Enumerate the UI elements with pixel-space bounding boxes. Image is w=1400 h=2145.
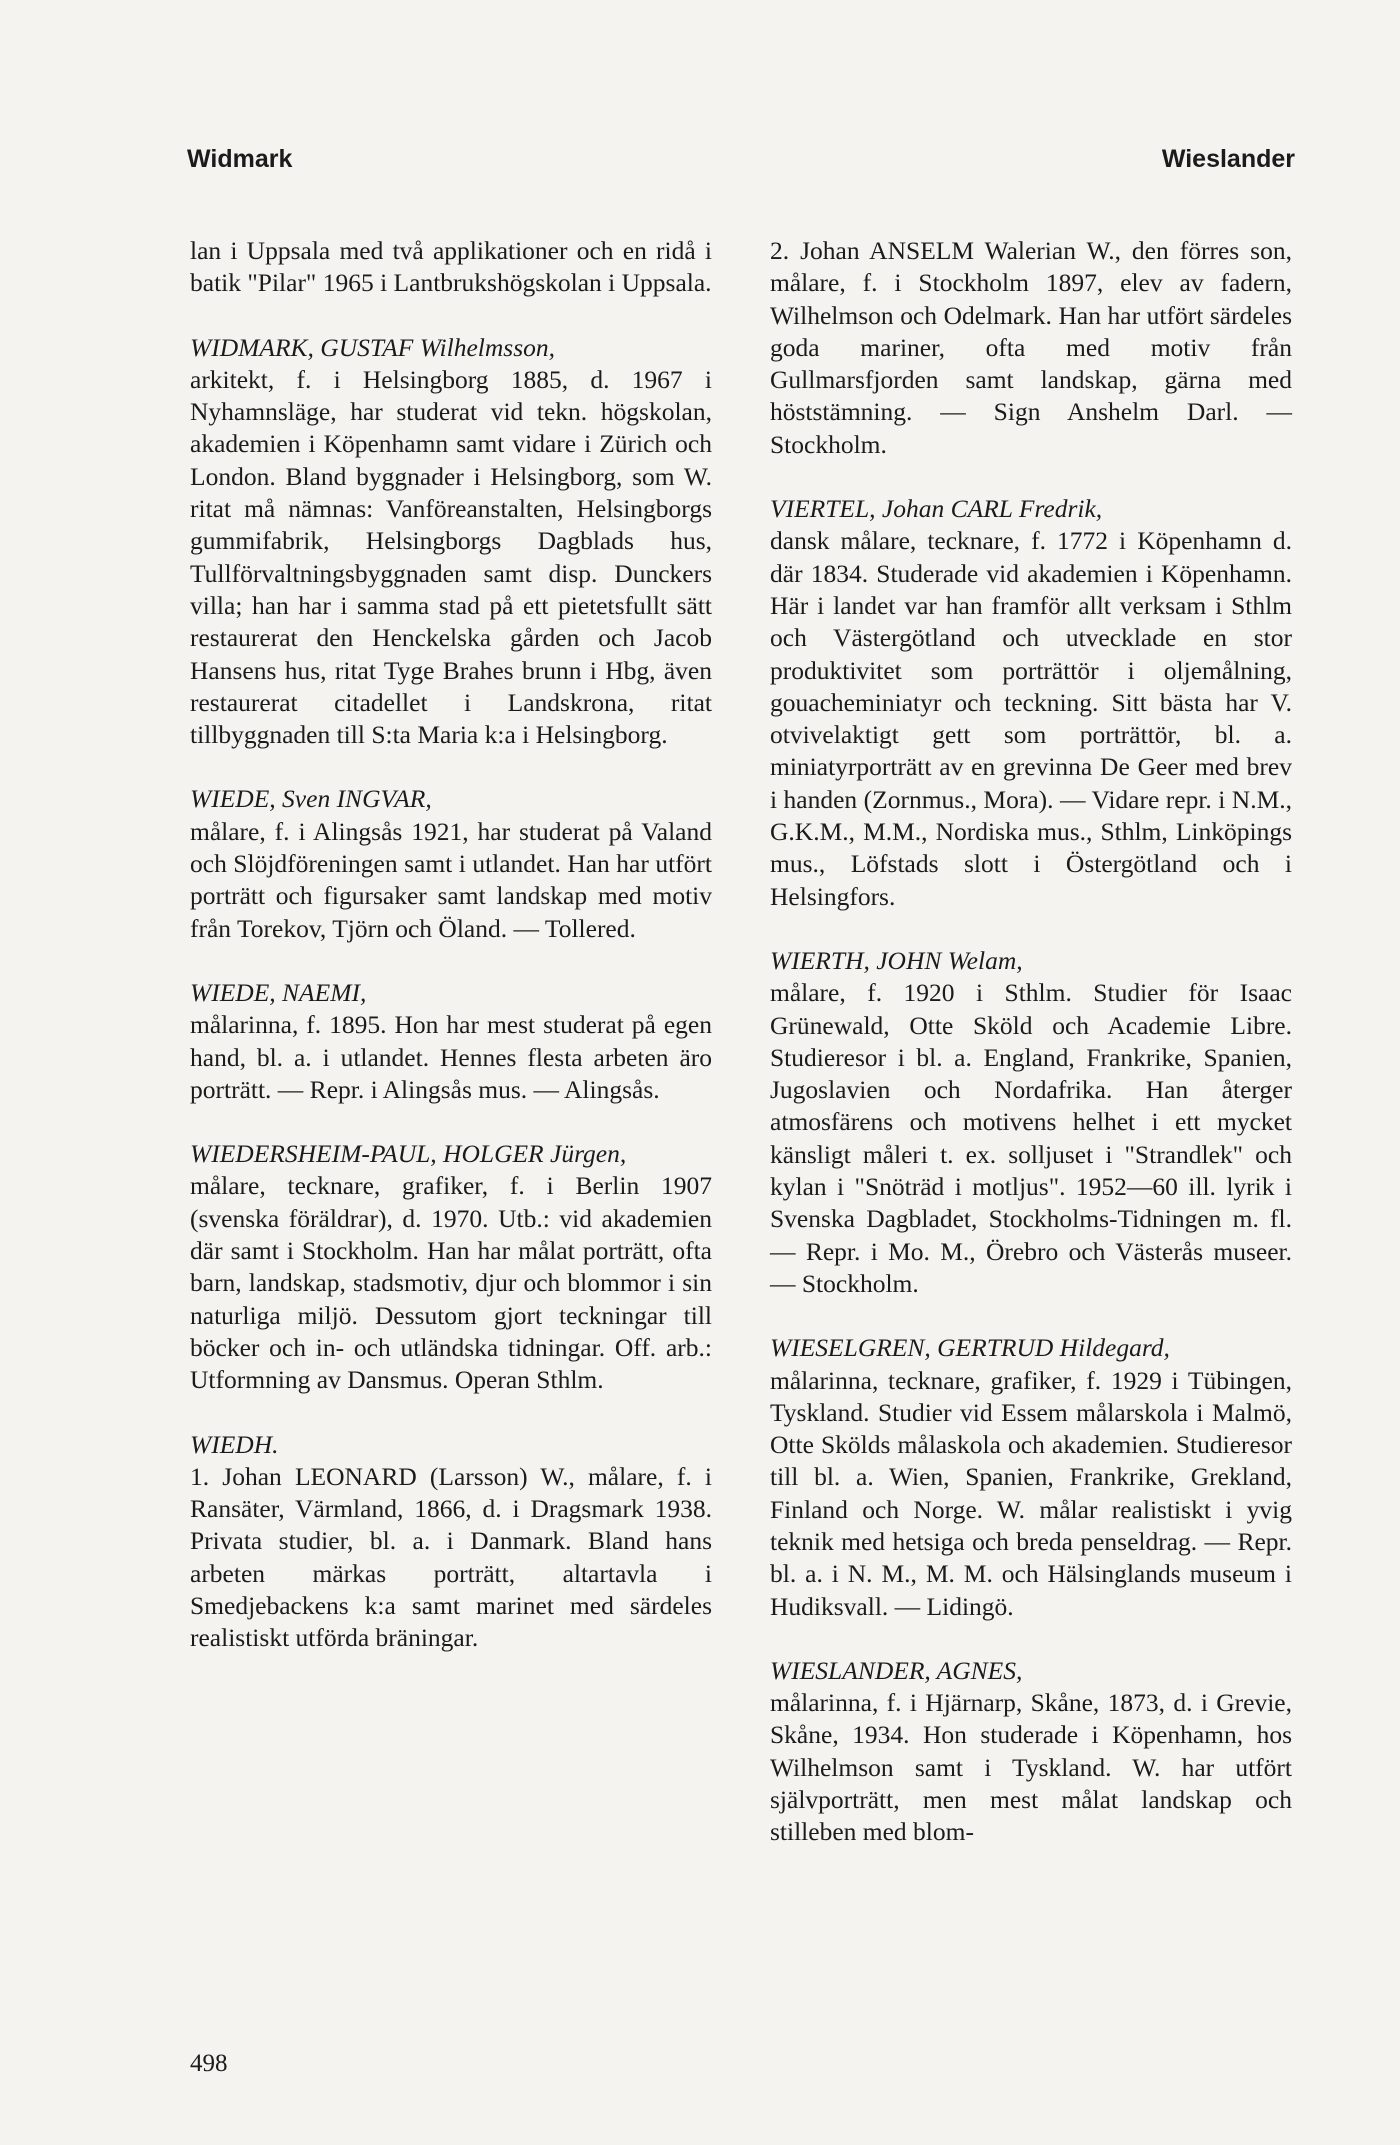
entry-wiede-naemi xyxy=(190,977,712,1106)
entry-wierth xyxy=(770,945,1292,1300)
entry-text: målare, tecknare, grafiker, f. i Berlin 1907 (svenska föräldrar), d. 1970. Utb.: vid akademien där samt i Stockholm. Han har målat porträtt, ofta barn, landskap, stadsmotiv, djur och blommor i sin naturliga miljö. Dessutom gjort teckningar till böcker och in- och utländska tidningar. Off. arb.: Utformning av Dansmus. Operan Sthlm. xyxy=(190,1171,712,1395)
entry-heading: WIEDERSHEIM-PAUL, HOLGER Jürgen, xyxy=(190,1139,627,1169)
entry-viertel xyxy=(770,493,1292,913)
entry-widmark xyxy=(190,332,712,752)
entry-wiedh-anselm xyxy=(770,235,1292,461)
entry-heading: WIESELGREN, GERTRUD Hildegard, xyxy=(770,1333,1170,1363)
left-column xyxy=(190,235,712,1687)
entry-text: 1. Johan LEONARD (Larsson) W., målare, f. i Ransäter, Värmland, 1866, d. i Dragsmark 1938. Privata studier, bl. a. i Danmark. Bland hans arbeten märkas porträtt, altartavla i Smedjebackens k:a samt marinet med särdeles realistiskt utförda bräningar. xyxy=(190,1461,712,1653)
entry-wiedersheim-paul xyxy=(190,1138,712,1396)
entry-text: arkitekt, f. i Helsingborg 1885, d. 1967 i Nyhamnsläge, har studerat vid tekn. högskolan, akademien i Köpenhamn samt vidare i Zürich och London. Bland byggnader i Helsingborg, som W. ritat må nämnas: Vanföreanstalten, Helsingborgs gummifabrik, Helsingborgs Dagblads hus, Tullförvaltningsbyggnaden samt disp. Dunckers villa; han har i samma stad på ett pietetsfullt sätt restaurerat den Henckelska gården och Jacob Hansens hus, ritat Tyge Brahes brunn i Hbg, även restaurerat citadellet i Landskrona, ritat tillbyggnaden till S:ta Maria k:a i Helsingborg. xyxy=(190,364,712,750)
entry-wieselgren xyxy=(770,1332,1292,1623)
entry-text: målare, f. i Alingsås 1921, har studerat på Valand och Slöjdföreningen samt i utlandet. Han har utfört porträtt och figursaker samt landskap med motiv från Torekov, Tjörn och Öland. — Tollered. xyxy=(190,816,712,943)
entry-text: målarinna, f. i Hjärnarp, Skåne, 1873, d. i Grevie, Skåne, 1934. Hon studerade i Köpenhamn, hos Wilhelmson samt i Tyskland. W. har utfört självporträtt, men mest målat landskap och stilleben med blom- xyxy=(770,1688,1292,1847)
entry-heading: VIERTEL, Johan CARL Fredrik, xyxy=(770,494,1103,524)
entry-heading: WIESLANDER, AGNES, xyxy=(770,1655,1023,1685)
entry-text: målarinna, f. 1895. Hon har mest studerat på egen hand, bl. a. i utlandet. Hennes flesta arbeten äro porträtt. — Repr. i Alingsås mus. — Alingsås. xyxy=(190,1010,712,1104)
entry-text: dansk målare, tecknare, f. 1772 i Köpenhamn d. där 1834. Studerade vid akademien i Köpenhamn. Här i landet var han framför allt verksam i Sthlm och Västergötland och utvecklade en stor produktivitet som porträttör i oljemålning, gouacheminiatyr och teckning. Sitt bästa har V. otvivelaktigt gett som porträttör, bl. a. miniatyrporträtt av en grevinna De Geer med brev i handen (Zornmus., Mora). — Vidare repr. i N.M., G.K.M., M.M., Nordiska mus., Sthlm, Linköpings mus., Löfstads slott i Östergötland och i Helsingfors. xyxy=(770,526,1292,911)
running-head-right: Wieslander xyxy=(1161,145,1295,173)
entry-heading: WIDMARK, GUSTAF Wilhelmsson, xyxy=(190,332,555,362)
right-column xyxy=(770,235,1292,1849)
continued-paragraph: lan i Uppsala med två applikationer och en ridå i batik "Pilar" 1965 i Lantbrukshögskolan i Uppsala. xyxy=(190,236,712,298)
entry-wiedh xyxy=(190,1429,712,1655)
entry-heading: WIERTH, JOHN Welam, xyxy=(770,945,1023,975)
entry-heading: WIEDE, NAEMI, xyxy=(190,977,367,1007)
entry-heading: WIEDH. xyxy=(190,1429,279,1459)
entry-text: målare, f. 1920 i Sthlm. Studier för Isaac Grünewald, Otte Sköld och Academie Libre. Studieresor i bl. a. England, Frankrike, Spanien, Jugoslavien och Nordafrika. Han återger atmosfärens och motivens helhet i ett mycket känsligt måleri t. ex. solljuset i "Strandlek" och kylan i "Snöträd i motljus". 1952—60 ill. lyrik i Svenska Dagbladet, Stockholms-Tidningen m. fl. — Repr. i Mo. M., Örebro och Västerås museer. — Stockholm. xyxy=(770,978,1292,1298)
entry-heading: WIEDE, Sven INGVAR, xyxy=(190,784,432,814)
entry-text: målarinna, tecknare, grafiker, f. 1929 i Tübingen, Tyskland. Studier vid Essem målarskola i Malmö, Otte Skölds målaskola och akademien. Studieresor till bl. a. Wien, Spanien, Frankrike, Grekland, Finland och Norge. W. målar realistiskt i yvig teknik med hetsiga och breda penseldrag. — Repr. bl. a. i N. M., M. M. och Hälsinglands museum i Hudiksvall. — Lidingö. xyxy=(770,1365,1292,1621)
page-number: 498 xyxy=(190,2050,228,2077)
running-head-left: Widmark xyxy=(187,145,293,173)
entry-text: 2. Johan ANSELM Walerian W., den förres son, målare, f. i Stockholm 1897, elev av fadern, Wilhelmson och Odelmark. Han har utfört särdeles goda mariner, ofta med motiv från Gullmarsfjorden samt landskap, gärna med höststämning. — Sign Anshelm Darl. — Stockholm. xyxy=(770,236,1292,459)
entry-wiede-ingvar xyxy=(190,783,712,944)
entry-wieslander xyxy=(770,1655,1292,1849)
